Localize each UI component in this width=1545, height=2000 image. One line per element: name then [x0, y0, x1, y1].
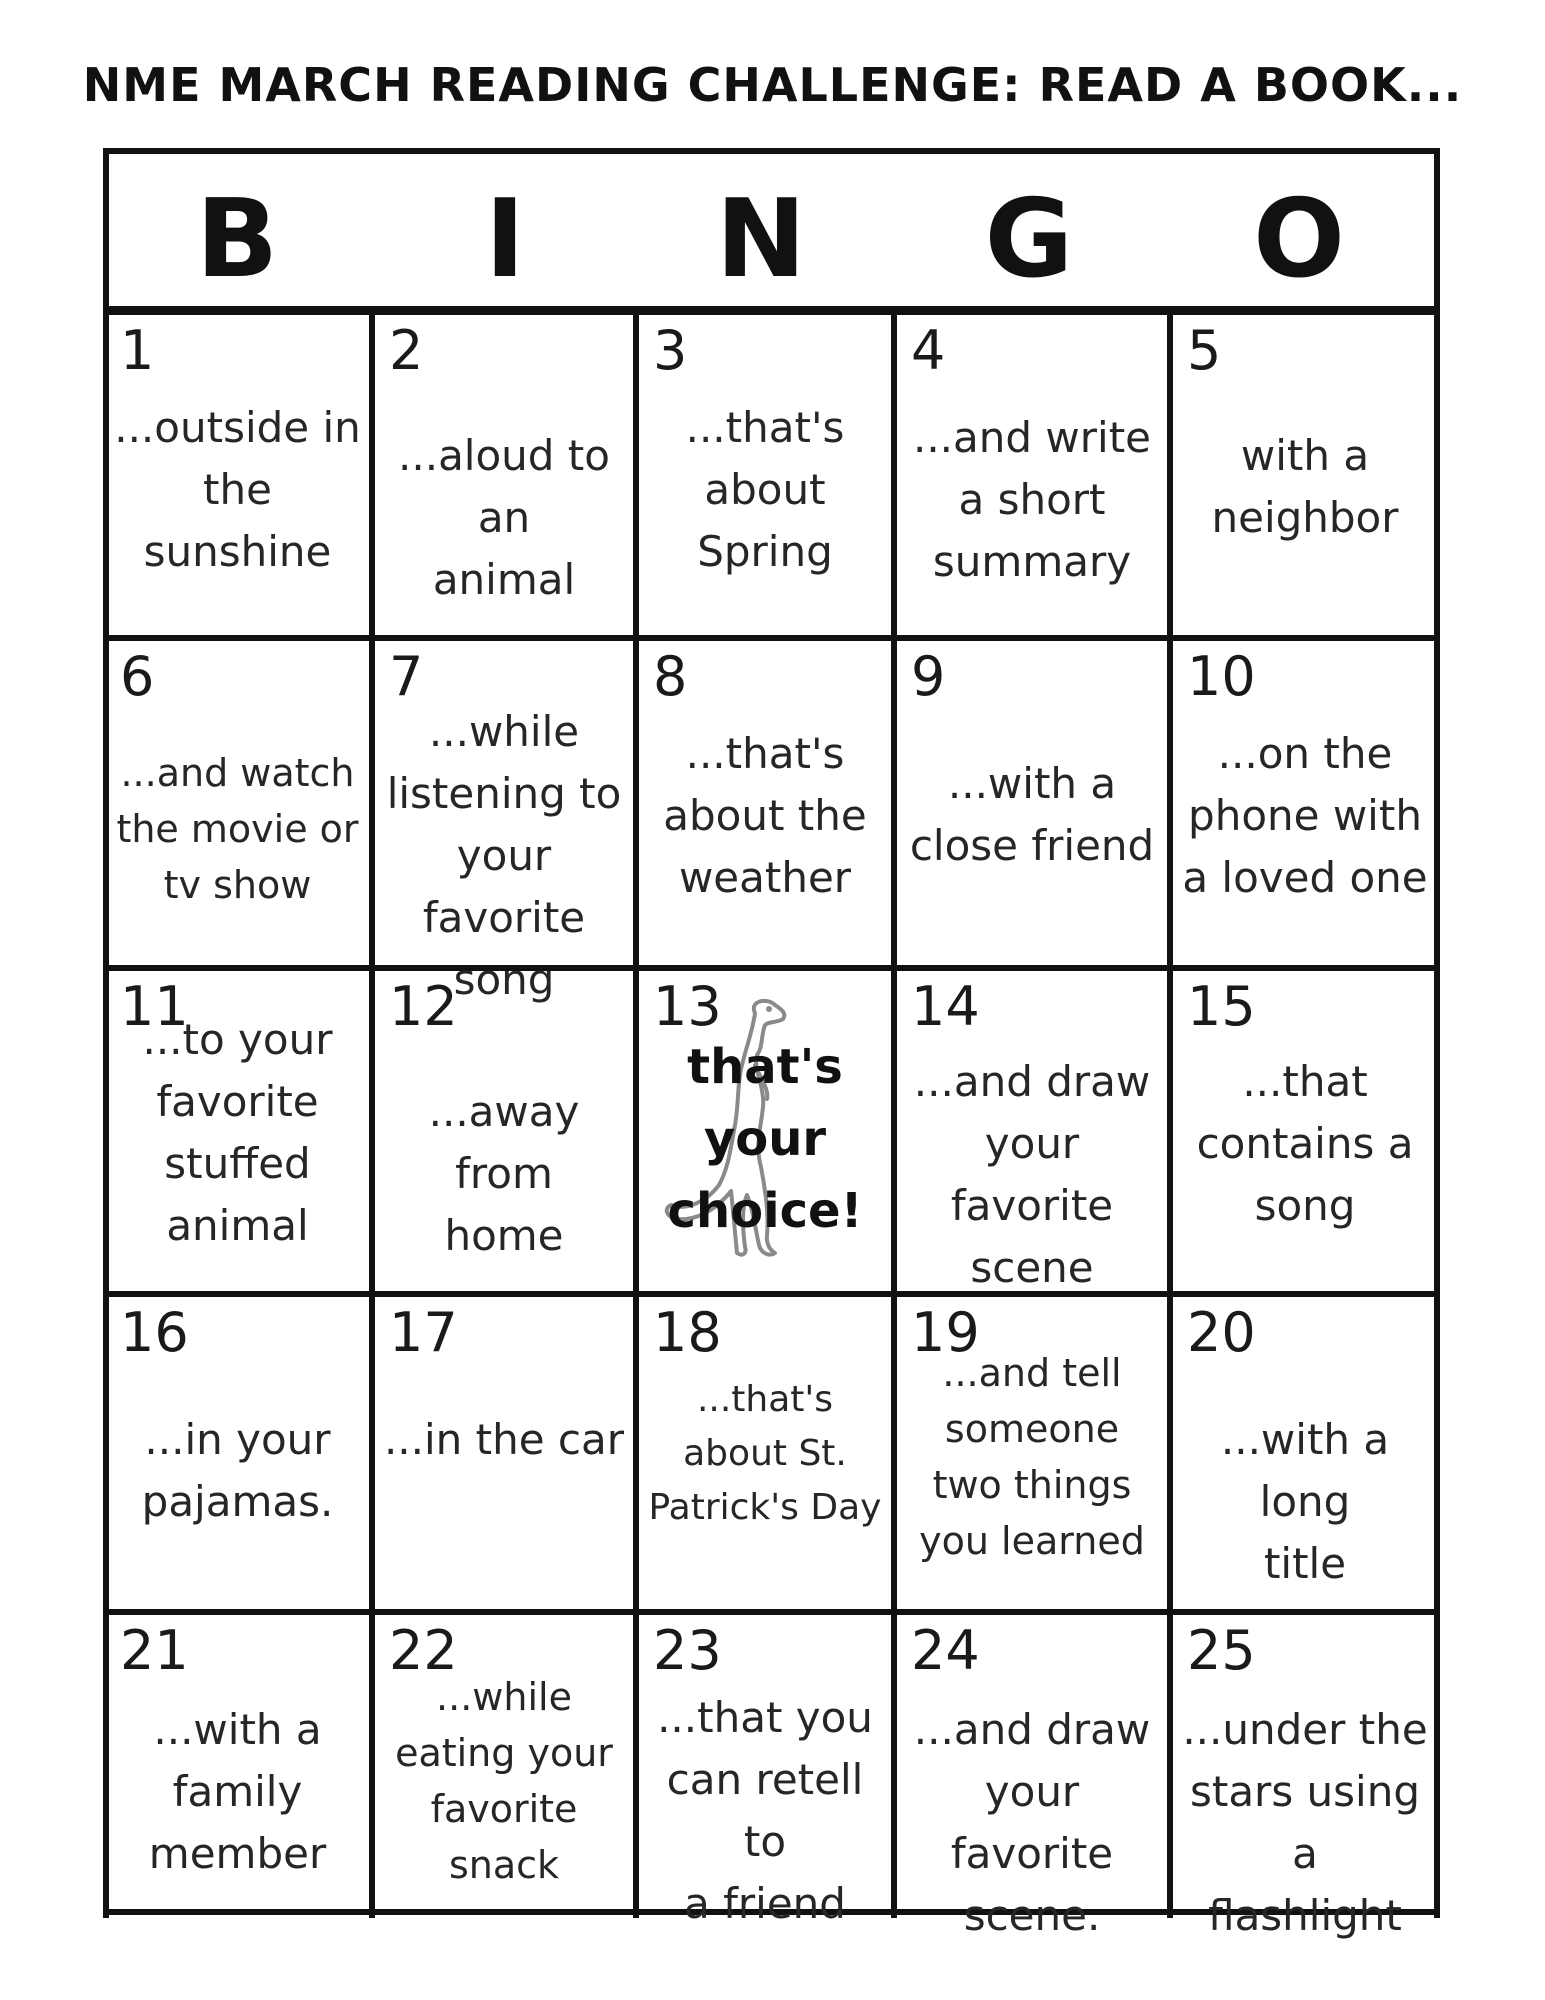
cell-prompt: ...outside in the sunshine	[114, 403, 361, 576]
cell-prompt: ...that you can retell to a friend	[657, 1693, 873, 1928]
cell-number: 12	[389, 975, 458, 1038]
cell-prompt: with a neighbor	[1211, 431, 1399, 542]
cell-prompt: ...that contains a song	[1196, 1057, 1414, 1230]
cell-number: 13	[653, 975, 722, 1038]
cell-number: 8	[653, 645, 688, 708]
bingo-cell-11[interactable]	[106, 971, 369, 1291]
cell-prompt: ...and tell someone two things you learned	[919, 1351, 1145, 1563]
bingo-cell-4[interactable]	[897, 315, 1167, 635]
cell-number: 18	[653, 1301, 722, 1364]
header-letter-g: G	[984, 177, 1074, 302]
bingo-cell-1[interactable]	[106, 315, 369, 635]
cell-number: 15	[1187, 975, 1256, 1038]
bingo-cell-13[interactable]	[639, 971, 891, 1291]
cell-number: 21	[120, 1619, 189, 1682]
bingo-cell-5[interactable]	[1173, 315, 1437, 635]
bingo-cell-23[interactable]	[639, 1615, 891, 1928]
bingo-cell-8[interactable]	[639, 641, 891, 965]
cell-number: 25	[1187, 1619, 1256, 1682]
cell-prompt: ...aloud to an animal	[398, 431, 610, 604]
bingo-cell-20[interactable]	[1173, 1297, 1437, 1609]
cell-prompt: ...that's about St. Patrick's Day	[648, 1379, 882, 1528]
cell-number: 2	[389, 319, 424, 382]
cell-prompt: ...in the car	[383, 1415, 625, 1464]
cell-prompt: ...in your pajamas.	[141, 1415, 334, 1526]
cell-number: 24	[911, 1619, 980, 1682]
cell-number: 17	[389, 1301, 458, 1364]
bingo-cell-19[interactable]	[897, 1297, 1167, 1609]
bingo-cell-15[interactable]	[1173, 971, 1437, 1291]
page-title: NME MARCH READING CHALLENGE: READ A BOOK...	[82, 58, 1463, 112]
bingo-cell-6[interactable]	[106, 641, 369, 965]
bingo-cell-9[interactable]	[897, 641, 1167, 965]
cell-prompt: ...that's about Spring	[685, 403, 845, 576]
cell-number: 5	[1187, 319, 1222, 382]
bingo-cell-3[interactable]	[639, 315, 891, 635]
bingo-cell-14[interactable]	[897, 971, 1167, 1291]
cell-prompt: ...and watch the movie or tv show	[116, 751, 359, 907]
cell-number: 22	[389, 1619, 458, 1682]
cell-number: 19	[911, 1301, 980, 1364]
cell-prompt: ...under the stars using a flashlight	[1182, 1705, 1428, 1940]
cell-prompt: ...to your favorite stuffed animal	[142, 1015, 333, 1250]
cell-prompt: ...and write a short summary	[912, 413, 1151, 586]
header-letter-b: B	[195, 177, 279, 302]
cell-number: 10	[1187, 645, 1256, 708]
cell-number: 4	[911, 319, 946, 382]
cell-prompt: ...while listening to your favorite song	[386, 707, 622, 1004]
cell-number: 20	[1187, 1301, 1256, 1364]
cell-prompt: ...with a long title	[1220, 1415, 1390, 1588]
cell-prompt: ...on the phone with a loved one	[1182, 729, 1428, 902]
cell-prompt: ...with a close friend	[909, 759, 1155, 870]
cell-number: 23	[653, 1619, 722, 1682]
cell-number: 16	[120, 1301, 189, 1364]
bingo-cell-18[interactable]	[639, 1297, 891, 1609]
cell-number: 14	[911, 975, 980, 1038]
header-letter-n: N	[715, 177, 807, 302]
cell-prompt: ...while eating your favorite snack	[395, 1675, 613, 1887]
bingo-cell-24[interactable]	[897, 1615, 1167, 1940]
cell-number: 7	[389, 645, 424, 708]
cell-number: 9	[911, 645, 946, 708]
cell-number: 6	[120, 645, 155, 708]
cell-prompt: ...with a family member	[148, 1705, 327, 1878]
bingo-cell-21[interactable]	[106, 1615, 369, 1909]
bingo-cell-17[interactable]	[375, 1297, 633, 1609]
header-letter-i: I	[484, 177, 526, 302]
cell-prompt: ...away from home	[428, 1087, 580, 1260]
bingo-cell-7[interactable]	[375, 641, 633, 1004]
bingo-cell-25[interactable]	[1173, 1615, 1437, 1940]
bingo-cell-22[interactable]	[375, 1615, 633, 1909]
cell-prompt: ...that's about the weather	[663, 729, 867, 902]
bingo-cell-12[interactable]	[375, 971, 633, 1291]
cell-prompt: ...and draw your favorite scene	[913, 1057, 1151, 1292]
cell-number: 1	[120, 319, 155, 382]
free-space-text: that's your choice!	[667, 1039, 863, 1239]
bingo-cell-16[interactable]	[106, 1297, 369, 1609]
bingo-cell-10[interactable]	[1173, 641, 1437, 965]
cell-prompt: ...and draw your favorite scene.	[913, 1705, 1151, 1940]
cell-number: 3	[653, 319, 688, 382]
cell-number: 11	[120, 975, 189, 1038]
bingo-cell-2[interactable]	[375, 315, 633, 635]
header-letter-o: O	[1253, 177, 1345, 302]
